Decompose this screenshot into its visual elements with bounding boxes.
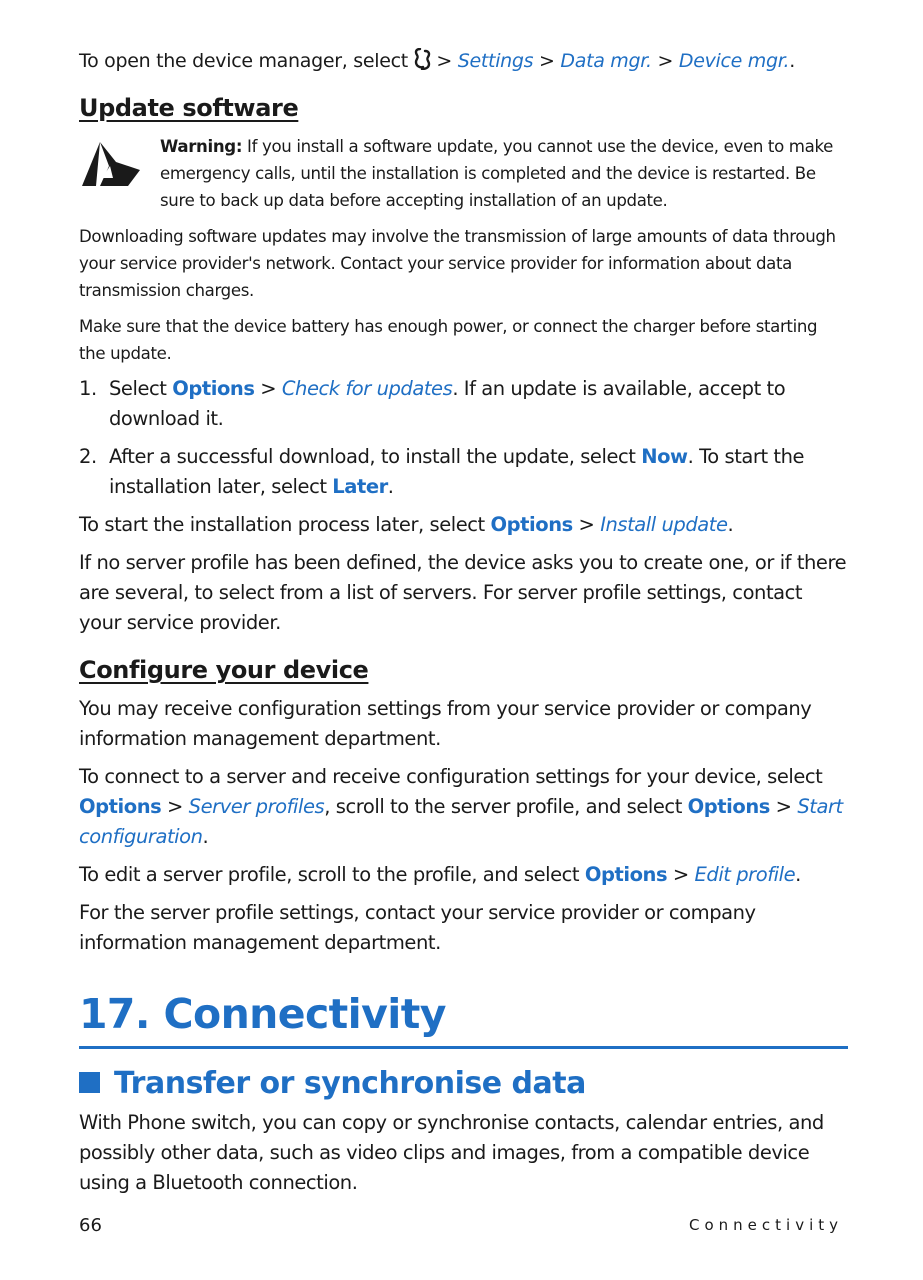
edit-profile-paragraph bbox=[79, 860, 847, 890]
later-label: Later bbox=[332, 475, 388, 498]
profile-settings-paragraph: For the server profile settings, contact your service provider or company information management department. bbox=[79, 901, 756, 954]
apps-menu-icon bbox=[414, 48, 431, 77]
section-square-icon bbox=[79, 1072, 100, 1093]
menu-start-configuration: Start configuration bbox=[79, 795, 843, 848]
chapter-divider bbox=[79, 1046, 848, 1049]
connect-text-a: To connect to a server and receive configuration settings for your device, select bbox=[79, 765, 823, 788]
edit-text-c: . bbox=[795, 863, 801, 886]
options-label: Options bbox=[79, 795, 162, 818]
receive-config-paragraph: You may receive configuration settings from your service provider or company information management department. bbox=[79, 697, 812, 750]
now-label: Now bbox=[641, 445, 688, 468]
options-label: Options bbox=[490, 513, 573, 536]
intro-sep-1: > bbox=[430, 50, 458, 72]
options-label: Options bbox=[687, 795, 770, 818]
intro-sep-2: > bbox=[533, 50, 561, 72]
menu-install-update: Install update bbox=[600, 513, 728, 536]
step-2-text-b: . To start the installation later, select bbox=[109, 445, 805, 498]
chapter-name: Connectivity bbox=[163, 990, 446, 1038]
options-label: Options bbox=[584, 863, 668, 886]
connect-text-e: . bbox=[202, 825, 209, 848]
battery-paragraph: Make sure that the device battery has enough power, or connect the charger before starting the update. bbox=[79, 317, 818, 363]
intro-line bbox=[79, 48, 795, 77]
intro-sep-3: > bbox=[651, 50, 679, 72]
configure-device-heading: Configure your device bbox=[79, 656, 369, 684]
menu-check-for-updates: Check for updates bbox=[281, 377, 453, 400]
menu-path-settings: Settings bbox=[457, 50, 534, 72]
edit-sep: > bbox=[667, 863, 695, 886]
menu-edit-profile: Edit profile bbox=[694, 863, 796, 886]
start-sep: > bbox=[572, 513, 601, 536]
start-text-c: . bbox=[727, 513, 734, 536]
update-software-heading: Update software bbox=[79, 94, 299, 122]
warning-label: Warning: bbox=[160, 137, 243, 156]
warning-note bbox=[160, 133, 847, 214]
step-2 bbox=[79, 442, 847, 502]
warning-icon bbox=[82, 142, 140, 190]
step-2-text-a: After a successful download, to install the update, select bbox=[109, 445, 642, 468]
start-later-paragraph bbox=[79, 510, 847, 540]
menu-path-device-mgr: Device mgr. bbox=[678, 50, 790, 72]
step-1-sep: > bbox=[254, 377, 282, 400]
step-1-text-c: . If an update is available, accept to download it. bbox=[109, 377, 786, 430]
chapter-title bbox=[79, 990, 446, 1038]
phone-switch-paragraph: With Phone switch, you can copy or synchronise contacts, calendar entries, and possibly other data, such as video clips and images, from a compatible device using a Bluetooth connection. bbox=[79, 1111, 824, 1194]
step-1-number: 1. bbox=[79, 377, 97, 400]
menu-server-profiles: Server profiles bbox=[188, 795, 325, 818]
menu-path-data-mgr: Data mgr. bbox=[560, 50, 652, 72]
options-label: Options bbox=[172, 377, 255, 400]
transfer-heading bbox=[79, 1066, 586, 1101]
warning-text: If you install a software update, you cannot use the device, even to make emergency calls, until the installation is completed and the device is restarted. Be sure to back up data before accepting installation of an update. bbox=[160, 137, 833, 210]
no-server-paragraph: If no server profile has been defined, the device asks you to create one, or if there are several, to select from a list of servers. For server profile settings, contact your service provider. bbox=[79, 551, 847, 634]
edit-text-a: To edit a server profile, scroll to the profile, and select bbox=[79, 863, 585, 886]
download-paragraph: Downloading software updates may involve the transmission of large amounts of data through your service provider's network. Contact your service provider for information about data transmission charges. bbox=[79, 227, 836, 300]
step-2-number: 2. bbox=[79, 445, 97, 468]
intro-text: To open the device manager, select bbox=[79, 50, 414, 72]
step-2-text-c: . bbox=[387, 475, 394, 498]
running-footer-section: Connectivity bbox=[689, 1216, 843, 1234]
transfer-heading-text: Transfer or synchronise data bbox=[114, 1066, 586, 1101]
step-1 bbox=[79, 374, 847, 434]
intro-end: . bbox=[789, 50, 796, 72]
start-text-a: To start the installation process later, select bbox=[79, 513, 491, 536]
page-number: 66 bbox=[79, 1215, 102, 1236]
chapter-number: 17. bbox=[79, 990, 150, 1038]
connect-text-c: , scroll to the server profile, and select bbox=[324, 795, 688, 818]
connect-sep-2: > bbox=[769, 795, 798, 818]
step-1-text-a: Select bbox=[109, 377, 173, 400]
connect-server-paragraph bbox=[79, 762, 847, 852]
connect-sep-1: > bbox=[161, 795, 189, 818]
